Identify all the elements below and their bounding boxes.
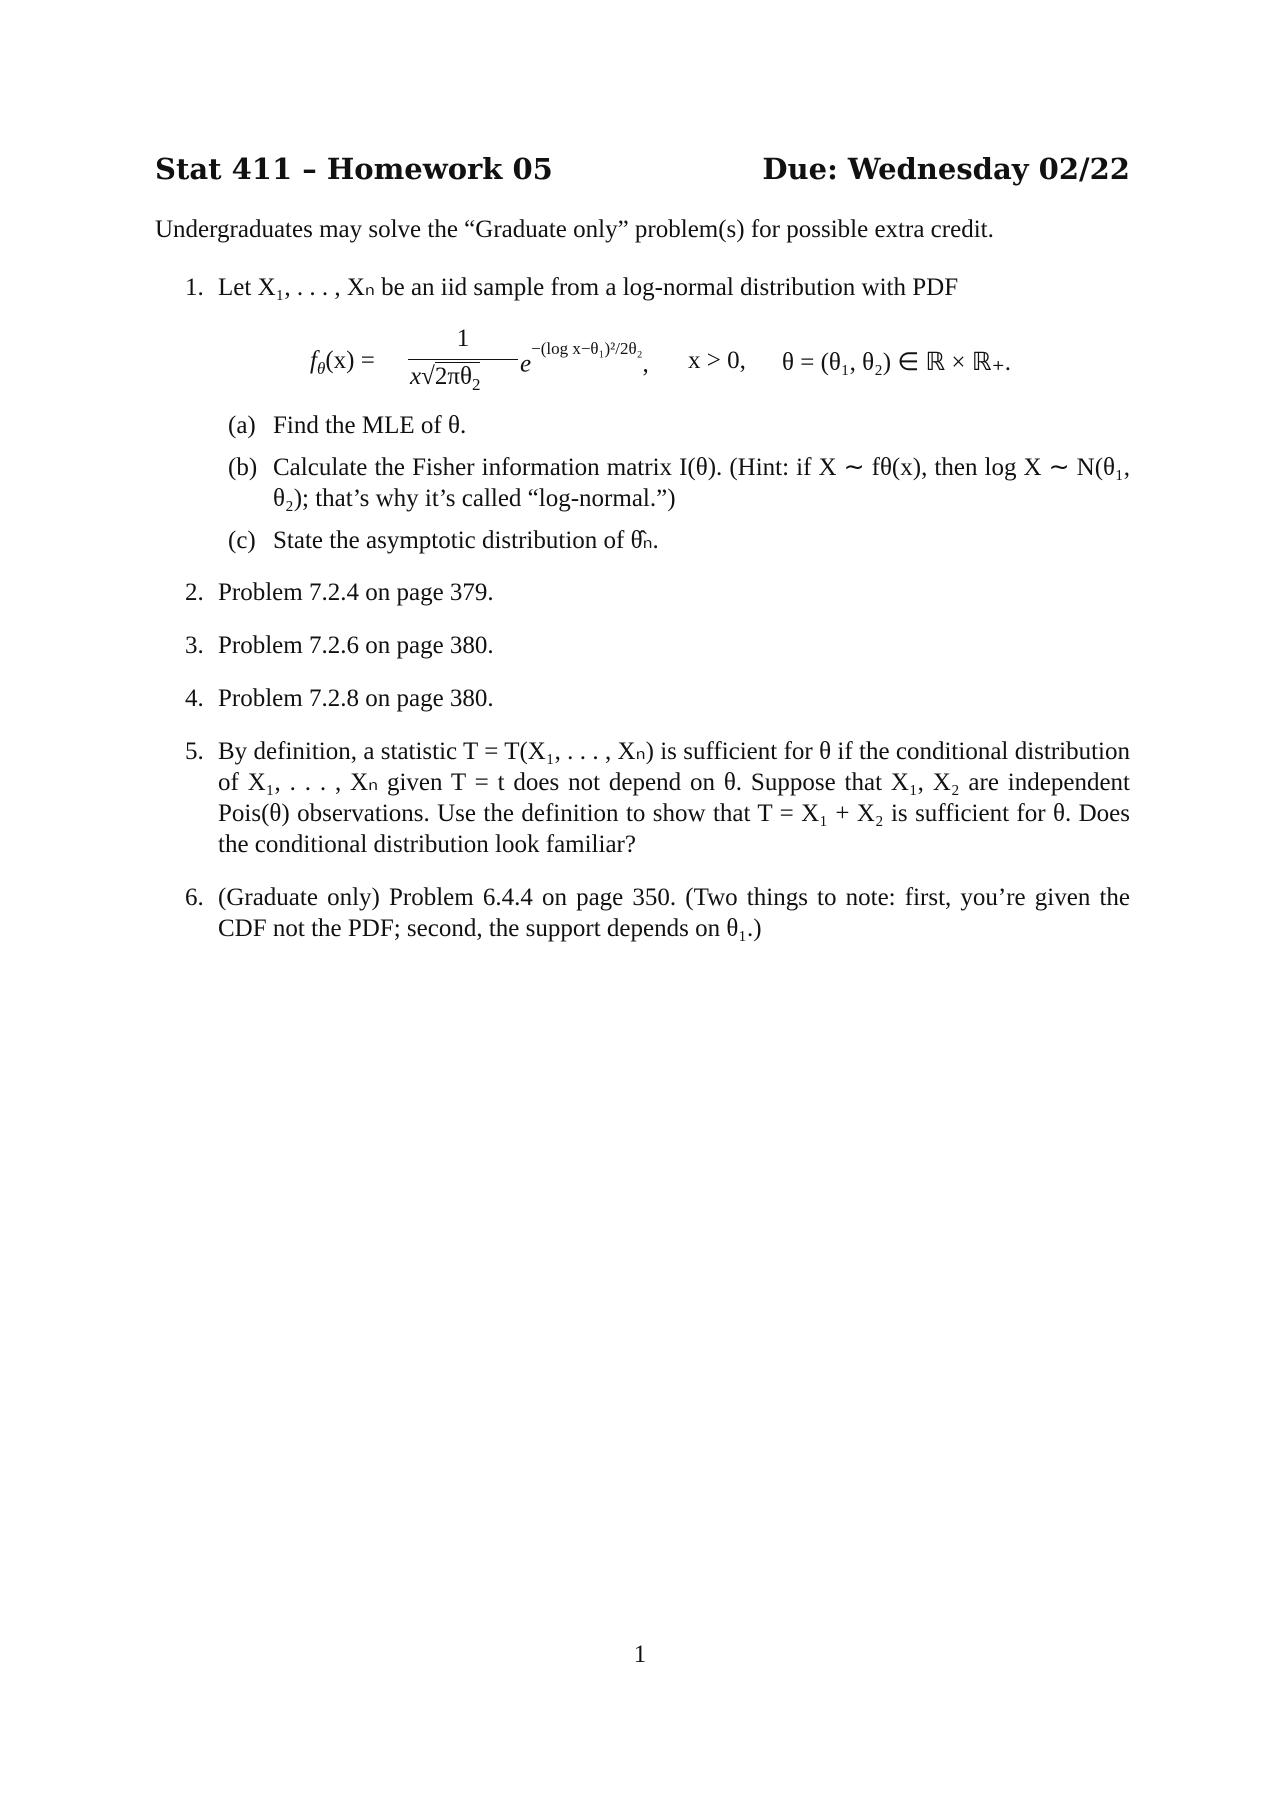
- problem-5: [185, 736, 1130, 860]
- problem-number: 3.: [185, 632, 204, 659]
- homework-title: Stat 411 – Homework 05: [155, 152, 553, 186]
- problem-text: (Graduate only) Problem 6.4.4 on page 350. (Two things to note: first, you’re given the CDF not the PDF; second, the support depends on θ₁.): [218, 884, 1130, 942]
- problem-number: 2.: [185, 579, 204, 606]
- subpart-text: Calculate the Fisher information matrix I(θ). (Hint: if X ∼ fθ(x), then log X ∼ N(θ₁, θ₂); that’s why it’s called “log-normal.”): [273, 454, 1130, 512]
- formula-e: e: [520, 350, 532, 378]
- subpart-b: [228, 452, 1130, 514]
- formula-denominator-rad: 2πθ: [434, 363, 472, 390]
- subpart-label: (a): [228, 412, 256, 439]
- page-number: 1: [633, 1641, 647, 1668]
- problem-1: [185, 272, 1130, 303]
- problem-text: Problem 7.2.8 on page 380.: [218, 685, 494, 712]
- subpart-text: Find the MLE of θ.: [273, 412, 467, 439]
- sqrt-symbol: √: [421, 363, 435, 390]
- intro-text: Undergraduates may solve the “Graduate only” problem(s) for possible extra credit.: [155, 216, 994, 243]
- problem-text: By definition, a statistic T = T(X₁, . . . , Xₙ) is sufficient for θ if the conditional distribution of X₁, . . . , Xₙ given T = t does not depend on θ. Suppose that X₁, X₂ are independent Pois(θ) observations. Use the definition to show that T = X₁ + X₂ is sufficient for θ. Does the conditional distribution look familiar?: [218, 738, 1130, 858]
- problem-2: [185, 577, 1130, 608]
- formula-denominator-sub: 2: [471, 375, 481, 394]
- subpart-text: State the asymptotic distribution of θ̂ₙ.: [273, 527, 659, 554]
- problem-text: Problem 7.2.6 on page 380.: [218, 632, 494, 659]
- subpart-label: (b): [228, 454, 258, 481]
- formula-numerator: 1: [456, 325, 470, 352]
- subpart-label: (c): [228, 527, 256, 554]
- formula-comma: ,: [642, 350, 649, 378]
- problem-number: 5.: [185, 738, 204, 765]
- page-header: [155, 152, 1130, 186]
- formula-theta-sub: θ: [316, 359, 326, 378]
- formula-arg: (x) =: [325, 347, 375, 374]
- problem-number: 4.: [185, 685, 204, 712]
- problem-3: [185, 630, 1130, 661]
- fraction-bar: [408, 359, 518, 360]
- problem-text: Let X₁, . . . , Xₙ be an iid sample from a log-normal distribution with PDF: [218, 274, 959, 301]
- formula-exponent: −(log x−θ₁)²/2θ₂: [531, 339, 643, 358]
- formula-condition-theta: θ = (θ₁, θ₂) ∈ ℝ × ℝ₊.: [782, 349, 1012, 376]
- problem-text: Problem 7.2.4 on page 379.: [218, 579, 494, 606]
- problem-4: [185, 683, 1130, 714]
- subpart-c: [228, 525, 1130, 556]
- formula-condition-x: x > 0,: [688, 347, 746, 374]
- problem-number: 1.: [185, 274, 204, 301]
- due-date: Due: Wednesday 02/22: [762, 152, 1130, 186]
- subpart-a: [228, 410, 1130, 441]
- problem-6: [185, 882, 1130, 944]
- formula-f: f: [310, 347, 317, 374]
- problem-number: 6.: [185, 884, 204, 911]
- formula-denominator-x: x: [410, 363, 422, 390]
